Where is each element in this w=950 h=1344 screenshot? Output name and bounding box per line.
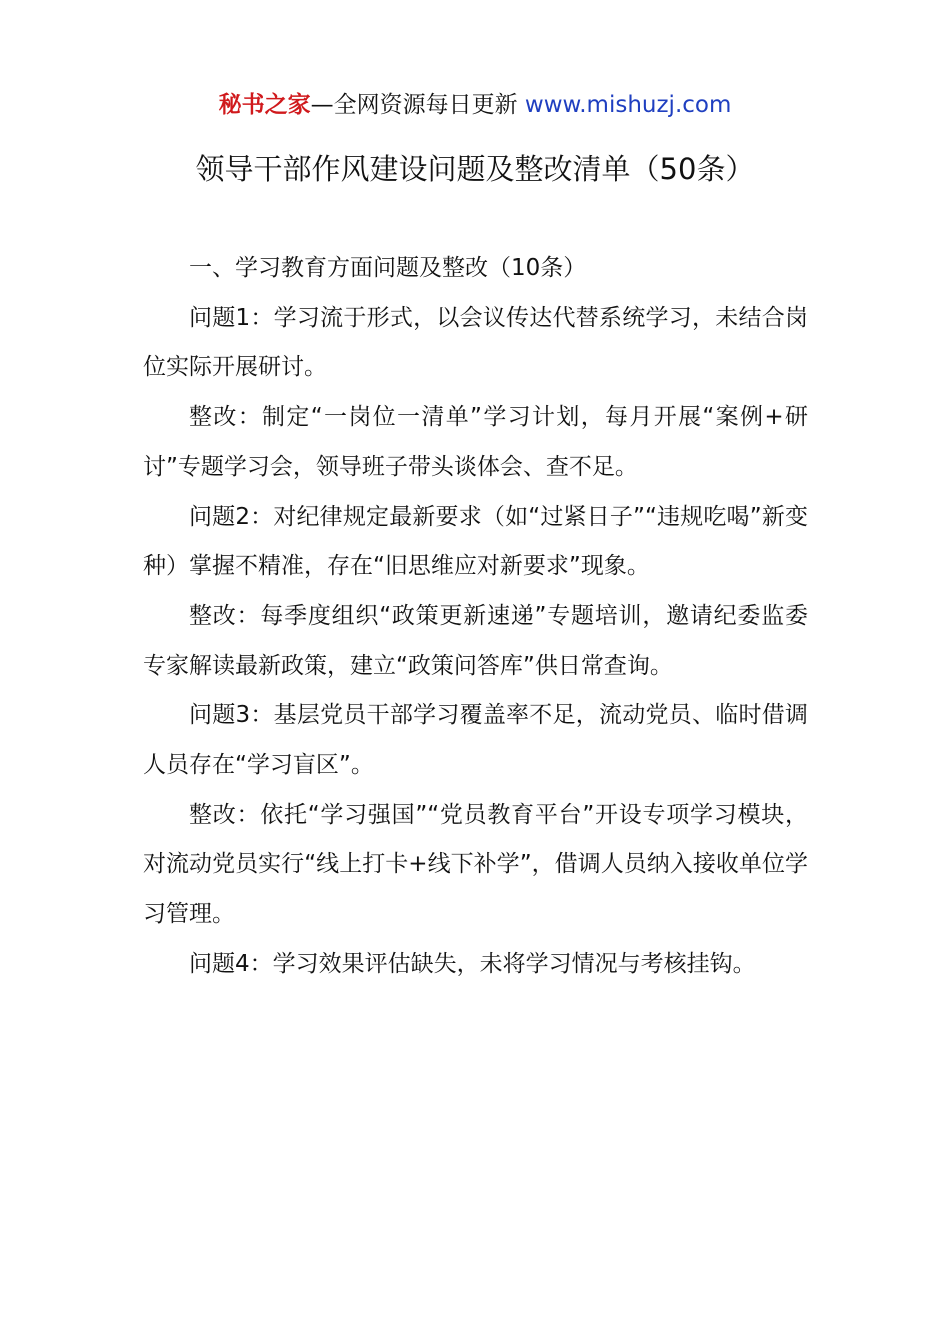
- paragraph-problem-1: 问题1：学习流于形式，以会议传达代替系统学习，未结合岗位实际开展研讨。: [143, 304, 808, 381]
- section-heading: 一、学习教育方面问题及整改（10条）: [189, 255, 587, 281]
- paragraph-problem-3: 问题3：基层党员干部学习覆盖率不足，流动党员、临时借调人员存在“学习盲区”。: [143, 702, 808, 779]
- site-header: [0, 88, 950, 122]
- document-body: [143, 244, 808, 990]
- document-title: 领导干部作风建设问题及整改清单（50条）: [195, 152, 755, 186]
- brand-name: 秘书之家: [218, 92, 311, 118]
- paragraph-fix-1: 整改：制定“一岗位一清单”学习计划，每月开展“案例+研讨”专题学习会，领导班子带头谈体会、查不足。: [143, 404, 808, 480]
- paragraph-problem-2: 问题2：对纪律规定最新要求（如“过紧日子”“违规吃喝”新变种）掌握不精准，存在“旧思维应对新要求”现象。: [143, 503, 808, 580]
- header-tagline: —全网资源每日更新: [310, 92, 525, 118]
- paragraph-fix-3: 整改：依托“学习强国”“党员教育平台”开设专项学习模块，对流动党员实行“线上打卡+线下补学”，借调人员纳入接收单位学习管理。: [143, 801, 808, 928]
- paragraph-problem-4: 问题4：学习效果评估缺失，未将学习情况与考核挂钩。: [189, 950, 756, 977]
- site-url-link[interactable]: www.mishuzj.com: [524, 92, 732, 118]
- paragraph-fix-2: 整改：每季度组织“政策更新速递”专题培训，邀请纪委监委专家解读最新政策，建立“政策问答库”供日常查询。: [143, 602, 808, 679]
